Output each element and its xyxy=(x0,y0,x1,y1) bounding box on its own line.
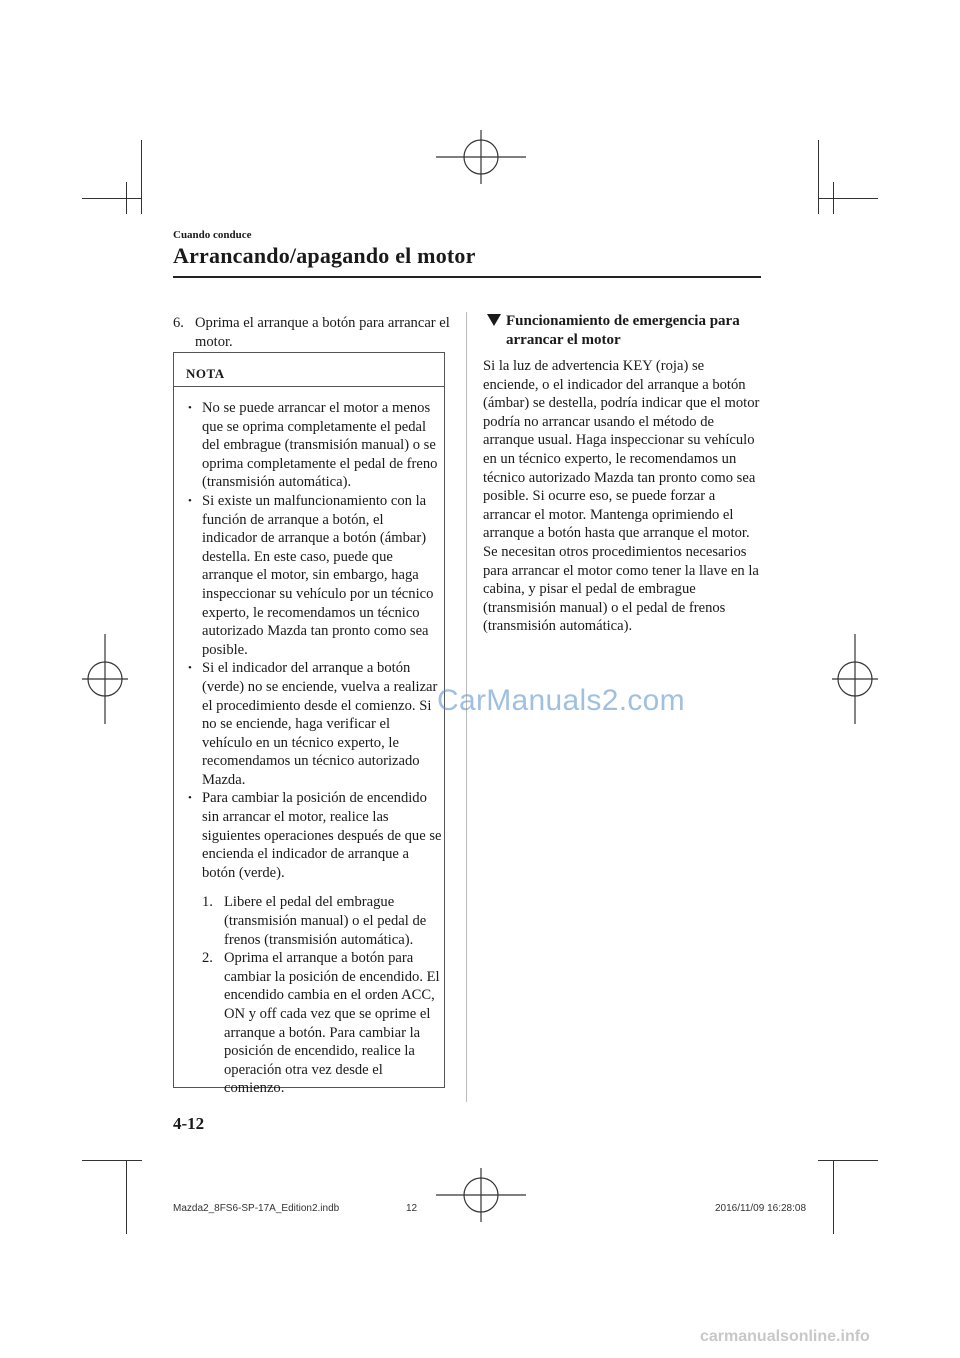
footer-filename: Mazda2_8FS6-SP-17A_Edition2.indb xyxy=(173,1203,340,1214)
footer-datetime: 2016/11/09 16:28:08 xyxy=(715,1203,807,1214)
crop-mark xyxy=(126,182,127,214)
substep-2 xyxy=(202,949,442,1098)
note-bullet xyxy=(184,399,442,492)
triangle-down-icon xyxy=(487,314,501,326)
crop-mark xyxy=(818,140,819,214)
note-body xyxy=(184,399,442,1098)
substep-text: Oprima el arranque a botón para cambiar la posición de encendido. El encendido cambia en el orden ACC, ON y off cada vez que se oprime el arranque a botón. Para cambiar la posición de encendido, realice la operación otra vez desde el comienzo. xyxy=(224,950,440,1097)
registration-mark-bottom xyxy=(436,1168,526,1222)
crop-mark xyxy=(833,182,834,214)
footer-page: 12 xyxy=(406,1203,418,1214)
step-6 xyxy=(173,314,453,351)
crop-mark xyxy=(126,1160,127,1234)
bullet-dot: • xyxy=(188,662,192,675)
registration-mark-left xyxy=(82,634,128,724)
note-box xyxy=(173,352,445,1097)
page-title: Arrancando/apagando el motor xyxy=(173,243,476,268)
crop-mark xyxy=(833,1160,834,1234)
crop-mark xyxy=(82,1160,142,1161)
header-rule xyxy=(173,276,761,278)
registration-mark-right xyxy=(832,634,878,724)
watermark: CarManuals2.com xyxy=(437,684,685,717)
crop-mark xyxy=(141,140,142,214)
step-number: 6. xyxy=(173,315,184,331)
step-text: Oprima el arranque a botón para arrancar el motor. xyxy=(195,315,450,350)
bullet-dot: • xyxy=(188,402,192,414)
emergency-paragraph: Si la luz de advertencia KEY (roja) se enciende, o el indicador del arranque a botón (ámbar) se destella, podría indicar que el motor podría no arrancar usando el método de arranque usual. Haga inspeccionar su vehículo en un técnico experto, le recomendamos un técnico autorizado Mazda tan pronto como sea posible. Si ocurre eso, se puede forzar a arrancar el motor. Mantenga oprimiendo el arranque a botón hasta que arranque el motor. Se necesitan otros procedimientos necesarios para arrancar el motor como tener la llave en la cabina, y pisar el pedal de embrague (transmisión manual) o el pedal de frenos (transmisión automática). xyxy=(483,358,760,635)
section-heading-text: Funcionamiento de emergencia para arrancar el motor xyxy=(506,313,740,348)
note-label: NOTA xyxy=(174,353,444,387)
bullet-text: Si existe un malfuncionamiento con la función de arranque a botón, el indicador de arranque a botón (ámbar) destella. En este caso, puede que arranque el motor, sin embargo, haga inspeccionar su vehículo por un técnico experto, le recomendamos un técnico autorizado Mazda tan pronto como sea posible. xyxy=(202,492,434,658)
crop-mark xyxy=(818,198,878,199)
note-bullet xyxy=(184,789,442,882)
note-bullet xyxy=(184,659,442,789)
page-number: 4-12 xyxy=(173,1114,205,1133)
bullet-dot: • xyxy=(188,792,192,805)
substep-list xyxy=(184,893,442,1098)
substep-number: 1. xyxy=(202,894,213,911)
crop-mark xyxy=(818,1160,878,1161)
section-label: Cuando conduce xyxy=(173,229,252,241)
registration-mark-top xyxy=(436,130,526,184)
substep-number: 2. xyxy=(202,950,213,967)
substep-text: Libere el pedal del embrague (transmisión manual) o el pedal de frenos (transmisión automática). xyxy=(224,894,427,948)
bullet-text: Si el indicador del arranque a botón (verde) no se enciende, vuelva a realizar el procedimiento desde el comienzo. Si no se enciende, haga verificar el vehículo en un técnico experto, le recomendamos un técnico autorizado Mazda. xyxy=(202,660,438,788)
section-heading xyxy=(487,312,767,350)
crop-mark xyxy=(82,198,142,199)
note-bullet xyxy=(184,492,442,659)
substep-1 xyxy=(202,893,442,949)
bullet-text: No se puede arrancar el motor a menos que se oprima completamente el pedal del embrague (transmisión manual) o se oprima completamente el pedal de freno (transmisión automática). xyxy=(202,400,438,491)
site-mark: carmanualsonline.info xyxy=(700,1328,870,1345)
bullet-text: Para cambiar la posición de encendido sin arrancar el motor, realice las siguientes operaciones después de que se encienda el indicador de arranque a botón (verde). xyxy=(202,790,442,881)
bullet-dot: • xyxy=(188,494,192,507)
